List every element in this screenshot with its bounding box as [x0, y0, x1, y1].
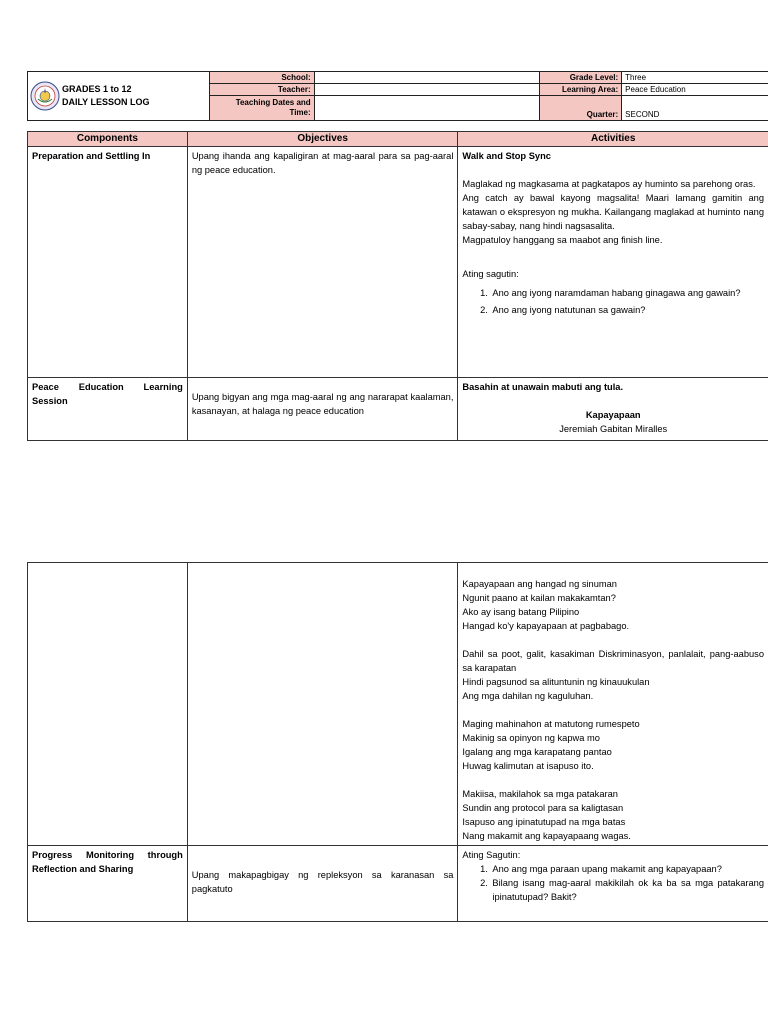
activity-paragraph-2: Ang catch ay bawal kayong magsalita! Maari lamang gamitin ang katawan o ekspresyon ng mukha. Kailangang maglakad at huminto nang sabay-sabay, nang hindi nagsasalita. — [462, 193, 764, 231]
list-item: 2. Ano ang iyong natutunan sa gawain? — [490, 302, 764, 319]
poem-line: Maging mahinahon at matutong rumespeto — [462, 719, 640, 729]
header-components: Components — [28, 132, 188, 147]
list-item: 1. Ano ang mga paraan upang makamit ang kapayapaan? — [490, 862, 764, 876]
activity-title: Walk and Stop Sync — [462, 151, 551, 161]
table-row-preparation — [28, 147, 768, 378]
objective-progress: Upang makapagbigay ng repleksyon sa karanasan sa pagkatuto — [187, 846, 458, 922]
component-preparation: Preparation and Settling In — [28, 147, 188, 378]
poem-line: Makiisa, makilahok sa mga patakaran — [462, 789, 618, 799]
table-row-learning-session — [28, 378, 768, 441]
lesson-table-page2 — [27, 562, 768, 922]
poem-line: Kapayapaan ang hangad ng sinuman — [462, 579, 617, 589]
area-value[interactable]: Peace Education — [622, 84, 768, 96]
activity-preparation — [458, 147, 768, 378]
poem-line: Huwag kalimutan at isapuso ito. — [462, 761, 594, 771]
objective-learning-session: Upang bigyan ang mga mag-aaral ng ang nararapat kaalaman, kasanayan, at halaga ng peace education — [187, 378, 458, 441]
poem-author: Jeremiah Gabitan Miralles — [559, 424, 668, 434]
poem-body — [458, 563, 768, 846]
list-item: 1. Ano ang iyong naramdaman habang ginagawa ang gawain? — [490, 285, 764, 302]
poem-title: Kapayapaan — [585, 410, 641, 420]
questions-label: Ating sagutin: — [462, 269, 519, 279]
quarter-label: Quarter: — [540, 96, 622, 121]
question-list — [462, 862, 764, 904]
poem-line: Nang makamit ang kapayapaang wagas. — [462, 831, 631, 841]
poem-line: Makinig sa opinyon ng kapwa mo — [462, 733, 600, 743]
header-title-line2: DAILY LESSON LOG — [62, 97, 150, 107]
school-value[interactable] — [314, 72, 540, 84]
activity-paragraph-1: Maglakad ng magkasama at pagkatapos ay huminto sa parehong oras. — [462, 179, 756, 189]
area-label: Learning Area: — [540, 84, 622, 96]
lesson-log-header — [27, 71, 768, 121]
header-activities: Activities — [458, 132, 768, 147]
dates-value[interactable] — [314, 96, 540, 121]
dates-label-line2: Time: — [289, 108, 311, 117]
poem-line: Isapuso ang ipinatutupad na mga batas — [462, 817, 626, 827]
activity-paragraph-3: Magpatuloy hanggang sa maabot ang finish line. — [462, 235, 663, 245]
component-empty — [28, 563, 188, 846]
poem-line: Ngunit paano at kailan makakamtan? — [462, 593, 616, 603]
question-list — [462, 285, 764, 319]
activity-learning-session — [458, 378, 768, 441]
grade-value[interactable]: Three — [622, 72, 768, 84]
grade-label: Grade Level: — [540, 72, 622, 84]
school-label: School: — [209, 72, 314, 84]
table-row-progress — [28, 846, 768, 922]
teacher-label: Teacher: — [209, 84, 314, 96]
deped-seal-icon — [30, 81, 60, 111]
table-row-poem — [28, 563, 768, 846]
questions-label: Ating Sagutin: — [462, 850, 521, 860]
poem-line: Ang mga dahilan ng kaguluhan. — [462, 691, 594, 701]
header-title-line1: GRADES 1 to 12 — [62, 84, 132, 94]
poem-line: Igalang ang mga karapatang pantao — [462, 747, 612, 757]
activity-progress — [458, 846, 768, 922]
objective-empty — [187, 563, 458, 846]
poem-line: Ako ay isang batang Pilipino — [462, 607, 580, 617]
component-progress: Progress Monitoring through Reflection and Sharing — [28, 846, 188, 922]
poem-line: Hindi pagsunod sa alituntunin ng kinauukulan — [462, 677, 650, 687]
list-item: 2. Bilang isang mag-aaral makikilah ok ka ba sa mga patakarang ipinatutupad? Bakit? — [490, 876, 764, 904]
dates-label-line1: Teaching Dates and — [235, 98, 311, 107]
lesson-table-page1 — [27, 131, 768, 441]
header-objectives: Objectives — [187, 132, 458, 147]
poem-instruction: Basahin at unawain mabuti ang tula. — [462, 382, 624, 392]
poem-line: Hangad ko'y kapayapaan at pagbabago. — [462, 621, 630, 631]
poem-line: Dahil sa poot, galit, kasakiman Diskriminasyon, panlalait, pang-aabuso sa karapatan — [462, 649, 764, 673]
teacher-value[interactable] — [314, 84, 540, 96]
objective-preparation: Upang ihanda ang kapaligiran at mag-aaral para sa pag-aaral ng peace education. — [187, 147, 458, 378]
component-learning-session: Peace Education Learning Session — [28, 378, 188, 441]
quarter-value[interactable]: SECOND — [622, 96, 768, 121]
header-brand-cell — [28, 72, 210, 121]
dates-label — [209, 96, 314, 121]
poem-line: Sundin ang protocol para sa kaligtasan — [462, 803, 624, 813]
